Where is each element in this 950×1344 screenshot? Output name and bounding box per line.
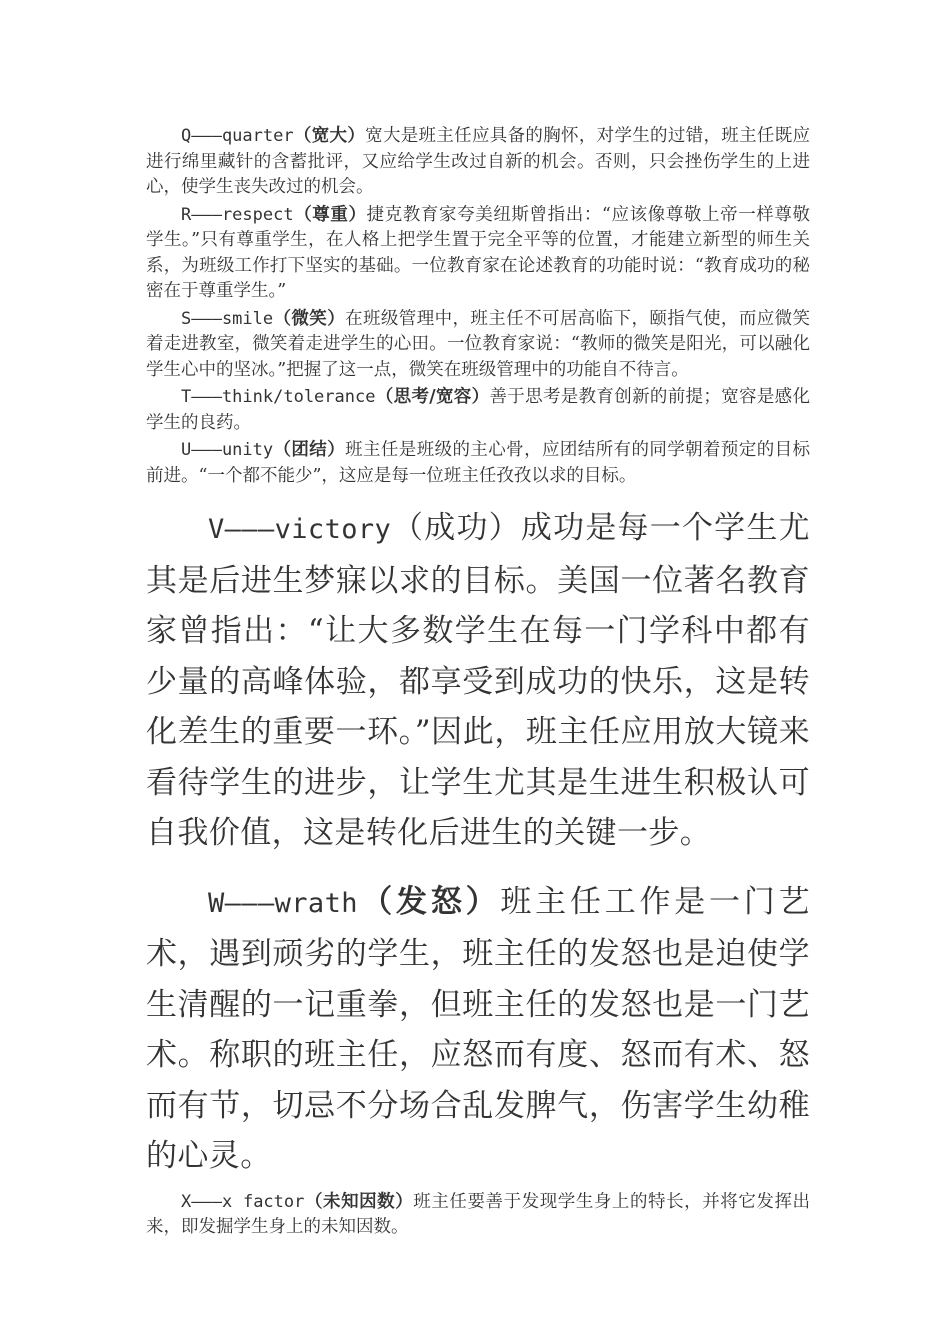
- term-chinese: （宽大）: [293, 126, 366, 146]
- paragraph-text: 班主任工作是一门艺术，遇到顽劣的学生，班主任的发怒也是迫使学生清醒的一记重拳，但班主任的发怒也是一门艺术。称职的班主任，应怒而有度、怒而有术、怒而有节，切忌不分场合乱发脾气，伤害学生幼稚的心灵。: [146, 883, 810, 1174]
- term-chinese: （未知因数）: [304, 1191, 414, 1212]
- paragraph-s: [146, 307, 810, 384]
- term-chinese: （思考/宽容）: [375, 387, 490, 407]
- paragraph-v: [146, 503, 810, 859]
- term-key: U———unity: [181, 440, 274, 460]
- term-chinese: （尊重）: [293, 204, 367, 225]
- term-key: X———x factor: [181, 1191, 305, 1212]
- paragraph-text: 班主任要善于发现学生身上的特长，并将它发挥出来，即发掘学生身上的未知因数。: [146, 1191, 811, 1237]
- paragraph-w: [146, 877, 810, 1182]
- term-key: Q———quarter: [181, 126, 294, 146]
- document-page: [146, 124, 810, 1241]
- term-chinese: （团结）: [273, 440, 346, 460]
- paragraph-x: [146, 1190, 810, 1241]
- term-key: R———respect: [181, 204, 294, 225]
- paragraph-text: 善于思考是教育创新的前提；宽容是感化学生的良药。: [146, 387, 810, 433]
- paragraph-r: [146, 203, 810, 305]
- term-chinese: （发怒）: [357, 883, 501, 920]
- term-key: W———wrath: [208, 887, 358, 919]
- term-key: S———smile: [181, 308, 274, 329]
- paragraph-t: [146, 385, 810, 436]
- term-chinese: （成功）: [391, 510, 521, 546]
- paragraph-text: 在班级管理中，班主任不可居高临下，颐指气使，而应微笑着走进教室，微笑着走进学生的心田。一位教育家说：“教师的微笑是阳光，可以融化学生心中的坚冰。”把握了这一点，微笑在班级管理中的功能自不待言。: [146, 308, 811, 380]
- paragraph-text: 捷克教育家夸美纽斯曾指出：“应该像尊敬上帝一样尊敬学生。”只有尊重学生，在人格上把学生置于完全平等的位置，才能建立新型的师生关系，为班级工作打下坚实的基础。一位教育家在论述教育的功能时说：“教育成功的秘密在于尊重学生。”: [146, 204, 810, 301]
- term-key: T———think/tolerance: [181, 387, 376, 407]
- paragraph-u: [146, 438, 810, 489]
- term-key: V———victory: [208, 514, 392, 545]
- paragraph-text: 宽大是班主任应具备的胸怀，对学生的过错，班主任既应进行绵里藏针的含蓄批评，又应给学生改过自新的机会。否则，只会挫伤学生的上进心，使学生丧失改过的机会。: [146, 126, 811, 197]
- paragraph-q: [146, 124, 810, 201]
- paragraph-text: 成功是每一个学生尤其是后进生梦寐以求的目标。美国一位著名教育家曾指出：“让大多数学生在每一门学科中都有少量的高峰体验，都享受到成功的快乐，这是转化差生的重要一环。”因此，班主任应用放大镜来看待学生的进步，让学生尤其是生进生积极认可自我价值，这是转化后进生的关键一步。: [146, 510, 810, 851]
- paragraph-text: 班主任是班级的主心骨，应团结所有的同学朝着预定的目标前进。“一个都不能少”，这应是每一位班主任孜孜以求的目标。: [146, 440, 811, 486]
- term-chinese: （微笑）: [273, 308, 346, 329]
